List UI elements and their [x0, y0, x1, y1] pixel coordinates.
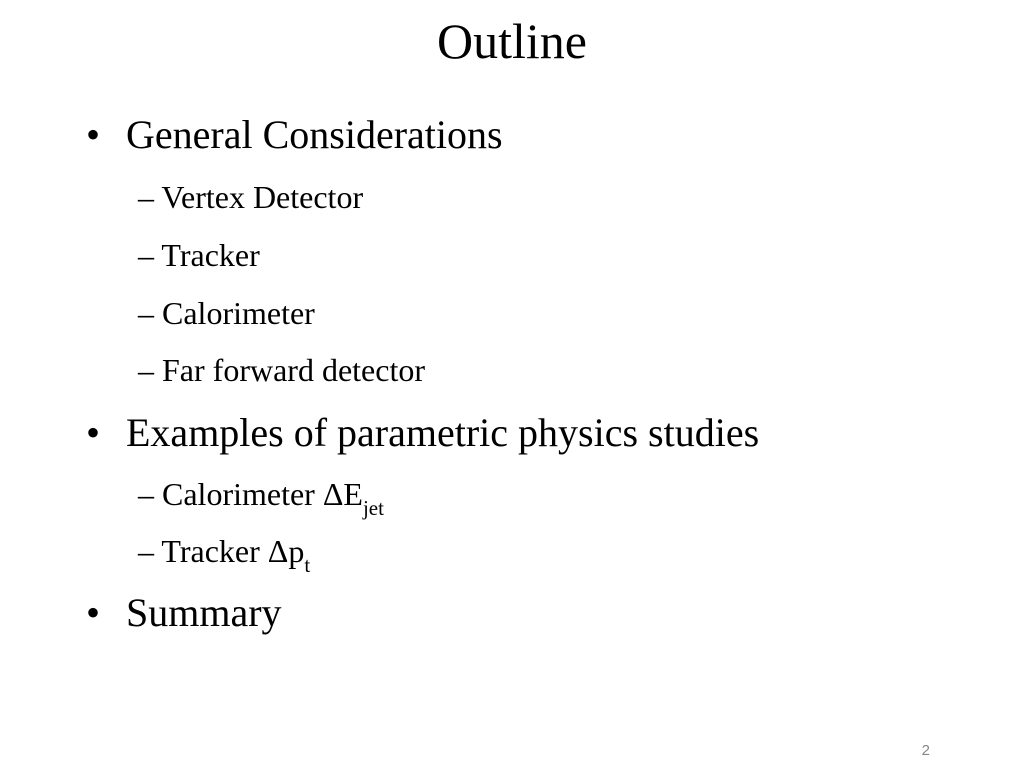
slide-title: Outline	[437, 13, 587, 69]
subitem-vertex-detector	[138, 177, 363, 217]
subitem-subscript: jet	[362, 496, 384, 520]
subitem-label: Calorimeter	[162, 295, 315, 331]
dash-icon: –	[138, 476, 154, 512]
subitem-label: Vertex Detector	[161, 179, 364, 215]
subitem-subscript: t	[304, 553, 311, 577]
bullet-icon: •	[86, 410, 101, 455]
dash-icon: –	[138, 179, 154, 215]
subitem-label: Tracker Δp	[161, 533, 305, 569]
bullet-item-label: General Considerations	[126, 112, 503, 157]
dash-icon: –	[138, 352, 154, 388]
bullet-item-label: Examples of parametric physics studies	[126, 410, 760, 455]
subitem-calorimeter-delta-e-jet	[138, 474, 384, 520]
page-number: 2	[921, 742, 930, 759]
bullet-icon: •	[86, 112, 101, 157]
dash-icon: –	[138, 533, 154, 569]
dash-icon: –	[138, 295, 154, 331]
subitem-tracker	[138, 235, 260, 275]
bullet-icon: •	[86, 590, 101, 635]
dash-icon: –	[138, 237, 154, 273]
subitem-label: Far forward detector	[162, 352, 425, 388]
subitem-tracker-delta-pt	[138, 531, 311, 577]
subitem-label: Tracker	[161, 237, 260, 273]
bullet-item-label: Summary	[126, 590, 282, 635]
subitem-calorimeter	[138, 293, 315, 333]
subitem-label: Calorimeter ΔE	[162, 476, 363, 512]
subitem-far-forward-detector	[138, 350, 425, 390]
